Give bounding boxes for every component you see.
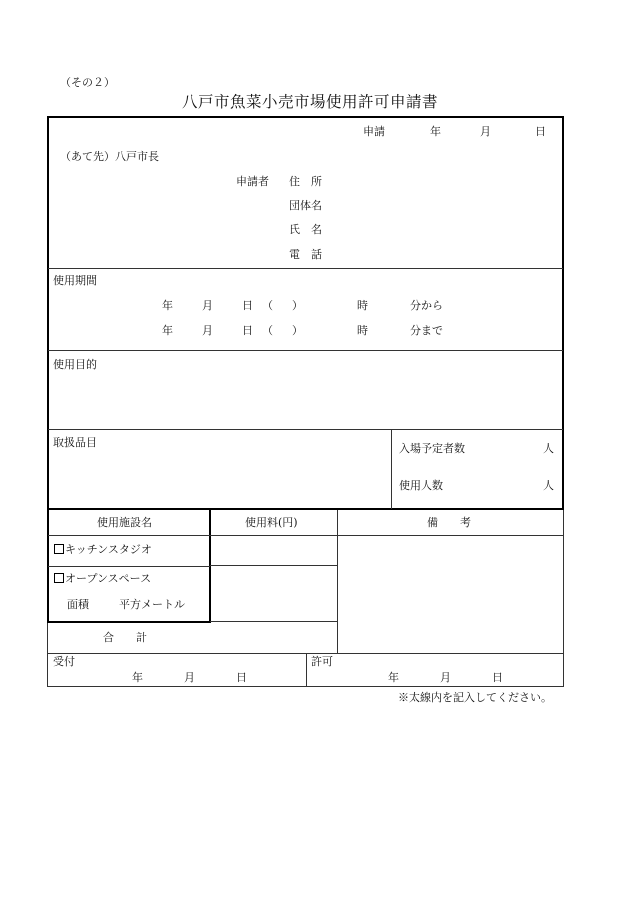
period-start-day: 日 (242, 299, 253, 312)
period-label: 使用期間 (53, 274, 97, 287)
period-end-year: 年 (162, 324, 173, 337)
period-start-weekday-open: （ (262, 299, 273, 312)
form-title: 八戸市魚菜小売市場使用許可申請書 (182, 93, 439, 111)
form-number-note: （その２） (60, 76, 115, 89)
open-space-label: オープンスペース (65, 572, 152, 585)
period-end-month: 月 (202, 324, 213, 337)
received-year: 年 (132, 671, 143, 684)
period-start-year: 年 (162, 299, 173, 312)
received-day: 日 (236, 671, 247, 684)
period-end-hour: 時 (357, 324, 368, 337)
application-month-label: 月 (480, 125, 491, 138)
area-unit: 平方メートル (119, 598, 185, 611)
application-year-label: 年 (430, 125, 441, 138)
expected-visitors-label: 入場予定者数 (399, 442, 465, 455)
period-end-minute: 分まで (410, 324, 443, 337)
name-field-label: 氏 名 (289, 223, 322, 236)
applicant-label: 申請者 (236, 175, 269, 188)
users-unit: 人 (543, 479, 554, 492)
kitchen-studio-option[interactable] (54, 544, 152, 555)
period-end-day: 日 (242, 324, 253, 337)
address-field-label: 住 所 (289, 175, 322, 188)
application-date-label: 申請 (363, 125, 385, 138)
period-start-minute: 分から (410, 299, 443, 312)
kitchen-studio-checkbox[interactable] (54, 544, 64, 554)
kitchen-studio-label: キッチンスタジオ (65, 543, 152, 556)
fee-column-header: 使用料(円) (245, 516, 298, 529)
facility-column-header: 使用施設名 (97, 516, 152, 529)
permit-month: 月 (440, 671, 451, 684)
expected-visitors-unit: 人 (543, 442, 554, 455)
permit-label: 許可 (311, 655, 333, 668)
open-space-option[interactable] (54, 573, 151, 584)
period-start-weekday-close: ） (292, 299, 303, 312)
permit-day: 日 (492, 671, 503, 684)
period-start-hour: 時 (357, 299, 368, 312)
application-day-label: 日 (535, 125, 546, 138)
period-start-month: 月 (202, 299, 213, 312)
users-label: 使用人数 (399, 479, 443, 492)
phone-field-label: 電 話 (289, 248, 322, 261)
open-space-checkbox[interactable] (54, 573, 64, 583)
footer-note: ※太線内を記入してください。 (398, 691, 552, 704)
received-label: 受付 (53, 655, 75, 668)
area-label: 面積 (67, 598, 89, 611)
addressee: （あて先）八戸市長 (60, 150, 159, 163)
total-label: 合 計 (103, 631, 147, 644)
remarks-column-header: 備 考 (427, 516, 471, 529)
purpose-label: 使用目的 (53, 358, 97, 371)
received-month: 月 (184, 671, 195, 684)
permit-year: 年 (388, 671, 399, 684)
organization-field-label: 団体名 (289, 199, 322, 212)
period-end-weekday-open: （ (262, 324, 273, 337)
items-label: 取扱品目 (53, 436, 97, 449)
period-end-weekday-close: ） (292, 324, 303, 337)
